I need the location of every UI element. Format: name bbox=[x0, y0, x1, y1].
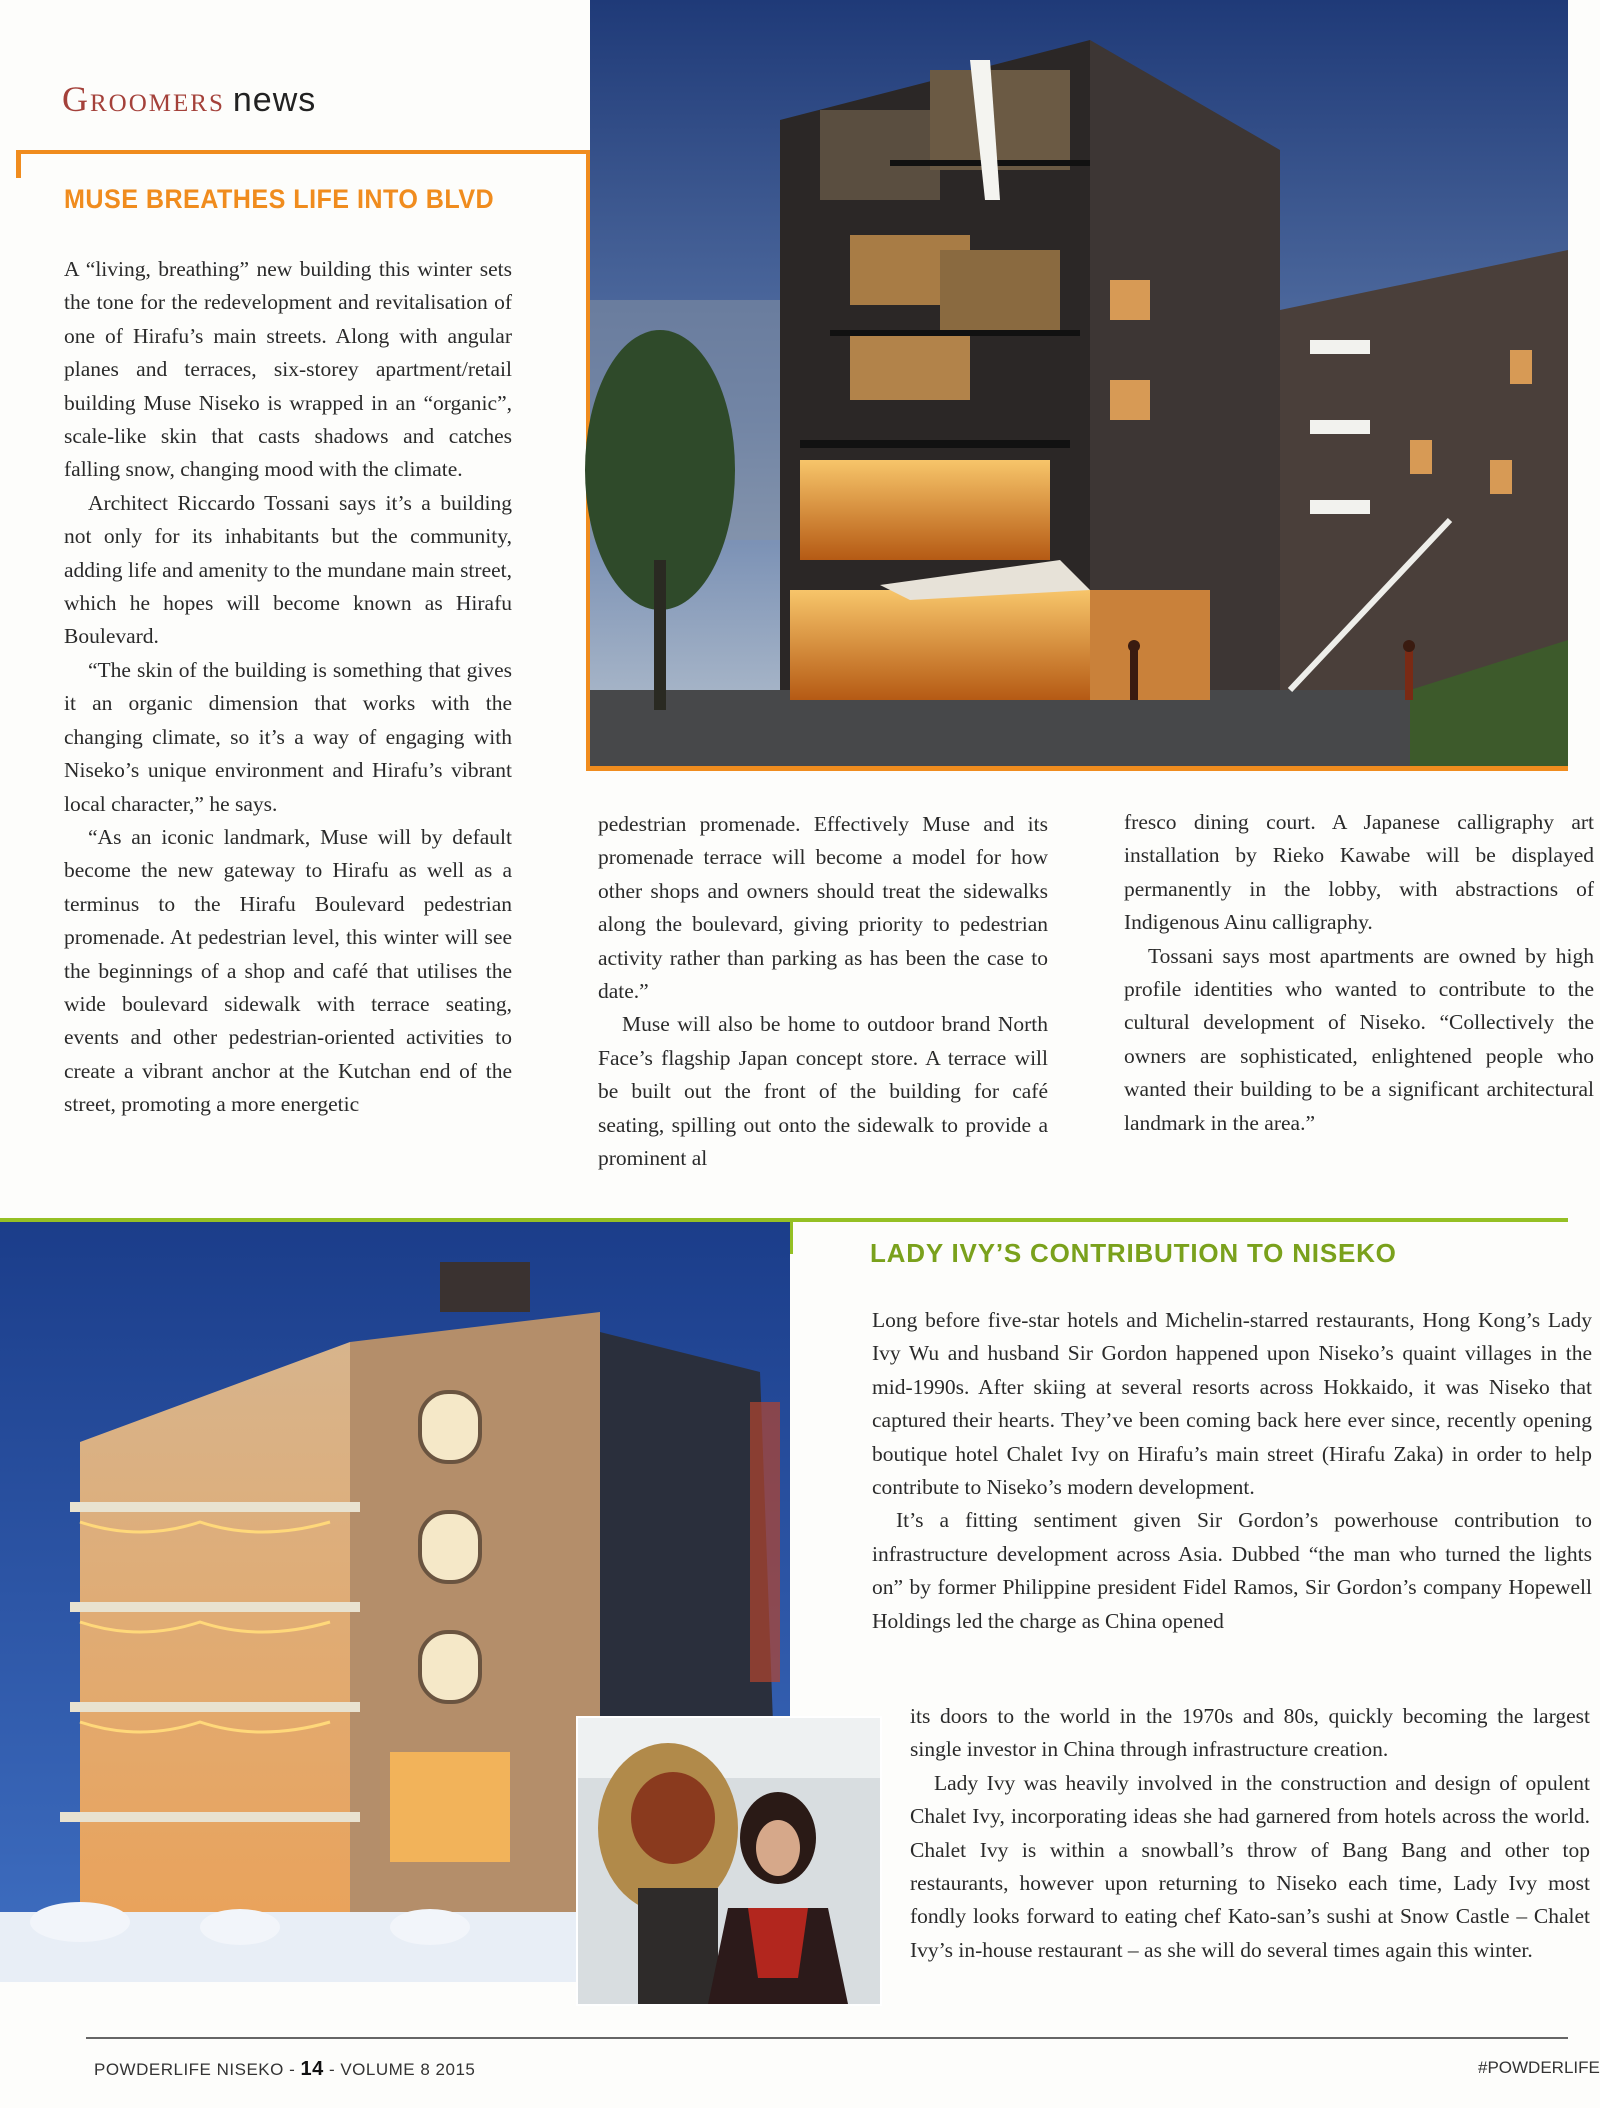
paragraph: “The skin of the building is something that gives it an organic dimension that works with the changing climate, so it’s a way of engaging with Niseko’s unique environment and Hirafu’s vibrant local character,” he says. bbox=[64, 657, 512, 816]
paragraph: Muse will also be home to outdoor brand North Face’s flagship Japan concept store. A terrace will be built out the front of the building for café seating, spilling out onto the sidewalk to provide a prominent al bbox=[598, 1012, 1048, 1171]
article1-column-1 bbox=[64, 253, 512, 1122]
paragraph: Architect Riccardo Tossani says it’s a building not only for its inhabitants but the community, adding life and amenity to the mundane main street, which he hopes will become known as Hirafu Boulevard. bbox=[64, 490, 512, 649]
lady-ivy-photo bbox=[576, 1716, 882, 2006]
section-header bbox=[62, 78, 316, 120]
article1-column-2 bbox=[598, 808, 1048, 1175]
article1-column-3 bbox=[1124, 806, 1594, 1140]
paragraph: Long before five-star hotels and Michelin-starred restaurants, Hong Kong’s Lady Ivy Wu and husband Sir Gordon happened upon Niseko’s quaint villages in the mid-1990s. After skiing at several resorts across Hokkaido, it was Niseko that captured their hearts. They’ve been coming back here ever since, recently opening boutique hotel Chalet Ivy on Hirafu’s main street (Hirafu Zaka) in order to help contribute to Niseko’s modern development. bbox=[872, 1308, 1592, 1500]
paragraph: It’s a fitting sentiment given Sir Gordon’s powerhouse contribution to infrastructure development across Asia. Dubbed “the man who turned the lights on” by former Philippine president Fidel Ramos, Sir Gordon’s company Hopewell Holdings led the charge as China opened bbox=[872, 1508, 1592, 1633]
footer-hashtag: #POWDERLIFE bbox=[1478, 2058, 1600, 2077]
page-number: 14 bbox=[300, 2058, 324, 2080]
paragraph: its doors to the world in the 1970s and 80s, quickly becoming the largest single investor in China through infrastructure creation. bbox=[910, 1704, 1590, 1762]
footer-folio: POWDERLIFE NISEKO - 14 - VOLUME 8 2015 bbox=[94, 2058, 476, 2080]
section-label: news bbox=[232, 81, 317, 119]
article2-headline: LADY IVY’S CONTRIBUTION TO NISEKO bbox=[870, 1238, 1397, 1268]
paragraph: A “living, breathing” new building this winter sets the tone for the redevelopment and revitalisation of one of Hirafu’s main streets. Along with angular planes and terraces, six-storey apartment/retail building Muse Niseko is wrapped in an “organic”, scale-like skin that casts shadows and catches falling snow, changing mood with the climate. bbox=[64, 257, 512, 482]
article2-column-wide bbox=[872, 1304, 1592, 1638]
muse-building-photo bbox=[590, 0, 1568, 766]
paragraph: Lady Ivy was heavily involved in the construction and design of opulent Chalet Ivy, incorporating ideas she had garnered from hotels across the world. Chalet Ivy is within a snowball’s throw of Bang Bang and other top restaurants, however upon returning to Niseko each time, Lady Ivy most fondly looks forward to eating chef Kato-san’s sushi at Snow Castle – Chalet Ivy’s in-house restaurant – as she will do several times again this winter. bbox=[910, 1770, 1590, 1962]
article2-column-narrow bbox=[910, 1700, 1590, 1967]
volume-info: VOLUME 8 2015 bbox=[340, 2060, 476, 2079]
orange-divider bbox=[16, 150, 590, 154]
paragraph: Tossani says most apartments are owned by high profile identities who wanted to contribute to the cultural development of Niseko. “Collectively the owners are sophisticated, enlightened people who wanted their building to be a significant architectural landmark in the area.” bbox=[1124, 943, 1594, 1135]
paragraph: pedestrian promenade. Effectively Muse and its promenade terrace will become a model for how other shops and owners should treat the sidewalks along the boulevard, giving priority to pedestrian activity rather than parking as has been the case to date.” bbox=[598, 812, 1048, 1004]
orange-divider-tick bbox=[16, 150, 21, 178]
paragraph: “As an iconic landmark, Muse will by default become the new gateway to Hirafu as well as a terminus to the Hirafu Boulevard pedestrian promenade. At pedestrian level, this winter will see the beginnings of a shop and café that utilises the wide boulevard sidewalk with terrace seating, events and other pedestrian-oriented activities to create a vibrant anchor at the Kutchan end of the street, promoting a more energetic bbox=[64, 824, 512, 1117]
article1-headline: MUSE BREATHES LIFE INTO BLVD bbox=[64, 184, 495, 214]
section-title: Groomers bbox=[62, 79, 225, 119]
orange-photo-border-bottom bbox=[586, 766, 1568, 771]
magazine-name: POWDERLIFE NISEKO bbox=[94, 2060, 284, 2079]
footer-divider bbox=[86, 2037, 1568, 2039]
paragraph: fresco dining court. A Japanese calligraphy art installation by Rieko Kawabe will be displayed permanently in the lobby, with abstractions of Indigenous Ainu calligraphy. bbox=[1124, 810, 1594, 935]
